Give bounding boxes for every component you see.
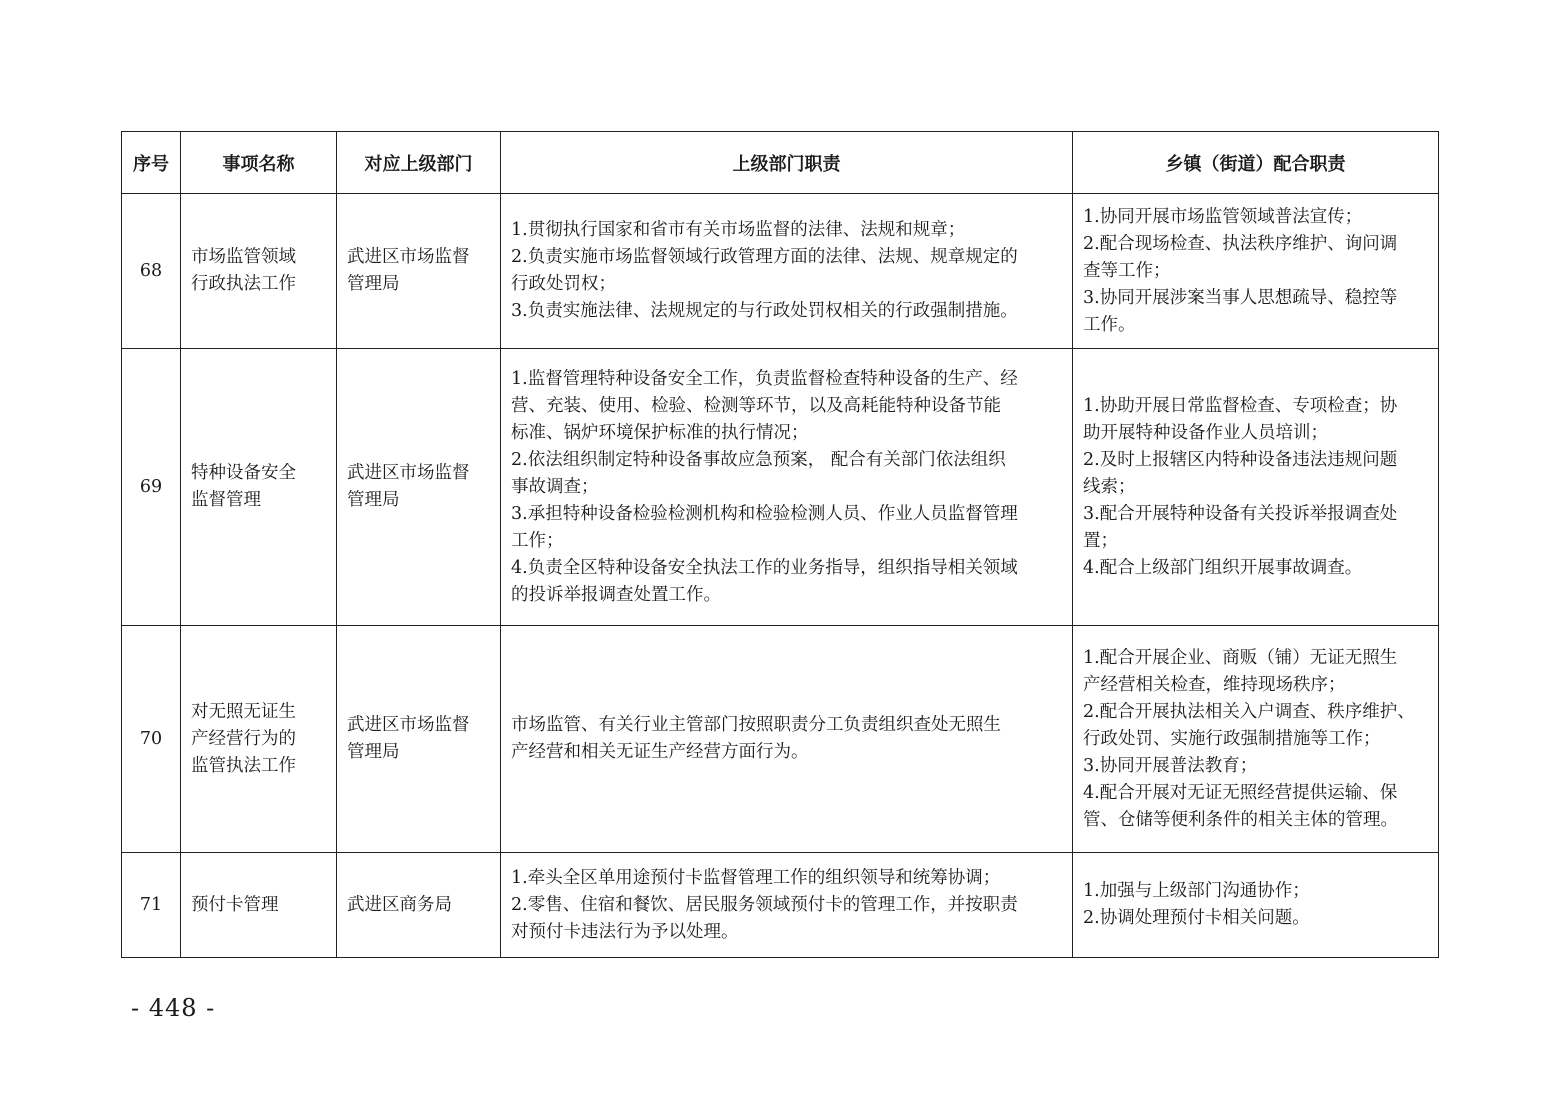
table-row: [122, 194, 1439, 349]
duty-line: 2.负责实施市场监督领域行政管理方面的法律、法规、规章规定的: [511, 247, 1018, 267]
duty-line: 产经营和相关无证生产经营方面行为。: [511, 742, 809, 762]
coop-line: 线索；: [1083, 476, 1136, 497]
item-name-cell: [181, 349, 337, 626]
coop-line: 管、仓储等便利条件的相关主体的管理。: [1083, 809, 1398, 830]
duty-line: 工作；: [511, 530, 564, 551]
item-name-line: 市场监管领域: [191, 247, 296, 267]
row-number: 71: [122, 853, 181, 958]
header-coop: 乡镇（街道）配合职责: [1073, 132, 1439, 194]
coop-line: 2.配合现场检查、执法秩序维护、询问调: [1083, 233, 1398, 254]
department-cell: [337, 194, 501, 349]
duty-line: 市场监管、有关行业主管部门按照职责分工负责组织查处无照生: [511, 715, 1001, 735]
coop-line: 1.协助开展日常监督检查、专项检查；协: [1083, 395, 1398, 416]
duty-line: 营、充装、使用、检验、检测等环节，以及高耗能特种设备节能: [511, 395, 1001, 416]
coop-line: 3.协同开展涉案当事人思想疏导、稳控等: [1083, 287, 1398, 308]
duty-cell: [501, 194, 1073, 349]
coop-line: 助开展特种设备作业人员培训；: [1083, 422, 1328, 443]
duty-line: 1.监督管理特种设备安全工作，负责监督检查特种设备的生产、经: [511, 368, 1018, 389]
coop-cell: [1073, 626, 1439, 853]
department-line: 管理局: [347, 274, 400, 294]
item-name-line: 监管执法工作: [191, 755, 296, 776]
duty-line: 2.零售、住宿和餐饮、居民服务领域预付卡的管理工作，并按职责: [511, 894, 1018, 915]
coop-line: 2.协调处理预付卡相关问题。: [1083, 908, 1310, 928]
coop-line: 4.配合开展对无证无照经营提供运输、保: [1083, 782, 1398, 803]
header-name: 事项名称: [181, 132, 337, 194]
page-number: - 448 -: [131, 994, 216, 1022]
item-name-line: 特种设备安全: [191, 463, 296, 483]
duty-cell: [501, 349, 1073, 626]
coop-line: 置；: [1083, 530, 1118, 551]
coop-line: 2.配合开展执法相关入户调查、秩序维护、: [1083, 701, 1415, 722]
duty-line: 事故调查；: [511, 476, 599, 497]
department-line: 武进区市场监督: [347, 247, 470, 267]
coop-line: 查等工作；: [1083, 260, 1171, 281]
row-number: 70: [122, 626, 181, 853]
coop-line: 2.及时上报辖区内特种设备违法违规问题: [1083, 449, 1398, 470]
header-num: 序号: [122, 132, 181, 194]
department-cell: [337, 349, 501, 626]
duty-line: 2.依法组织制定特种设备事故应急预案， 配合有关部门依法组织: [511, 449, 1006, 470]
item-name-line: 行政执法工作: [191, 274, 296, 294]
item-name-cell: [181, 626, 337, 853]
table-row: [122, 349, 1439, 626]
department-line: 武进区商务局: [347, 894, 452, 915]
row-number: 69: [122, 349, 181, 626]
item-name-line: 预付卡管理: [191, 894, 279, 915]
department-line: 管理局: [347, 742, 400, 762]
item-name-cell: [181, 194, 337, 349]
table-row: [122, 853, 1439, 958]
duty-line: 3.负责实施法律、法规规定的与行政处罚权相关的行政强制措施。: [511, 301, 1018, 321]
coop-line: 1.加强与上级部门沟通协作；: [1083, 881, 1310, 901]
item-name-line: 对无照无证生: [191, 701, 296, 722]
item-name-line: 产经营行为的: [191, 728, 296, 749]
duty-line: 的投诉举报调查处置工作。: [511, 584, 721, 605]
department-cell: [337, 626, 501, 853]
coop-line: 1.协同开展市场监管领域普法宣传；: [1083, 206, 1363, 227]
duty-cell: [501, 853, 1073, 958]
coop-cell: [1073, 853, 1439, 958]
coop-line: 1.配合开展企业、商贩（铺）无证无照生: [1083, 647, 1398, 668]
header-duty: 上级部门职责: [501, 132, 1073, 194]
duty-cell: [501, 626, 1073, 853]
duty-line: 对预付卡违法行为予以处理。: [511, 921, 739, 942]
table-row: [122, 626, 1439, 853]
item-name-line: 监督管理: [191, 490, 261, 510]
coop-line: 4.配合上级部门组织开展事故调查。: [1083, 557, 1363, 578]
item-name-cell: [181, 853, 337, 958]
coop-line: 3.协同开展普法教育；: [1083, 755, 1258, 776]
duty-line: 标准、锅炉环境保护标准的执行情况；: [511, 422, 809, 443]
coop-line: 3.配合开展特种设备有关投诉举报调查处: [1083, 503, 1398, 524]
department-line: 管理局: [347, 490, 400, 510]
duty-line: 3.承担特种设备检验检测机构和检验检测人员、作业人员监督管理: [511, 503, 1018, 524]
duty-line: 1.贯彻执行国家和省市有关市场监督的法律、法规和规章；: [511, 220, 966, 240]
coop-line: 行政处罚、实施行政强制措施等工作；: [1083, 728, 1381, 749]
department-line: 武进区市场监督: [347, 463, 470, 483]
duty-line: 4.负责全区特种设备安全执法工作的业务指导，组织指导相关领域: [511, 557, 1018, 578]
department-cell: [337, 853, 501, 958]
table-header-row: [122, 132, 1439, 194]
coop-cell: [1073, 349, 1439, 626]
coop-cell: [1073, 194, 1439, 349]
duty-line: 行政处罚权；: [511, 274, 616, 294]
row-number: 68: [122, 194, 181, 349]
department-line: 武进区市场监督: [347, 715, 470, 735]
responsibility-table: [121, 131, 1439, 958]
coop-line: 工作。: [1083, 314, 1136, 335]
header-dept: 对应上级部门: [337, 132, 501, 194]
duty-line: 1.牵头全区单用途预付卡监督管理工作的组织领导和统筹协调；: [511, 867, 1001, 888]
coop-line: 产经营相关检查，维持现场秩序；: [1083, 674, 1346, 695]
